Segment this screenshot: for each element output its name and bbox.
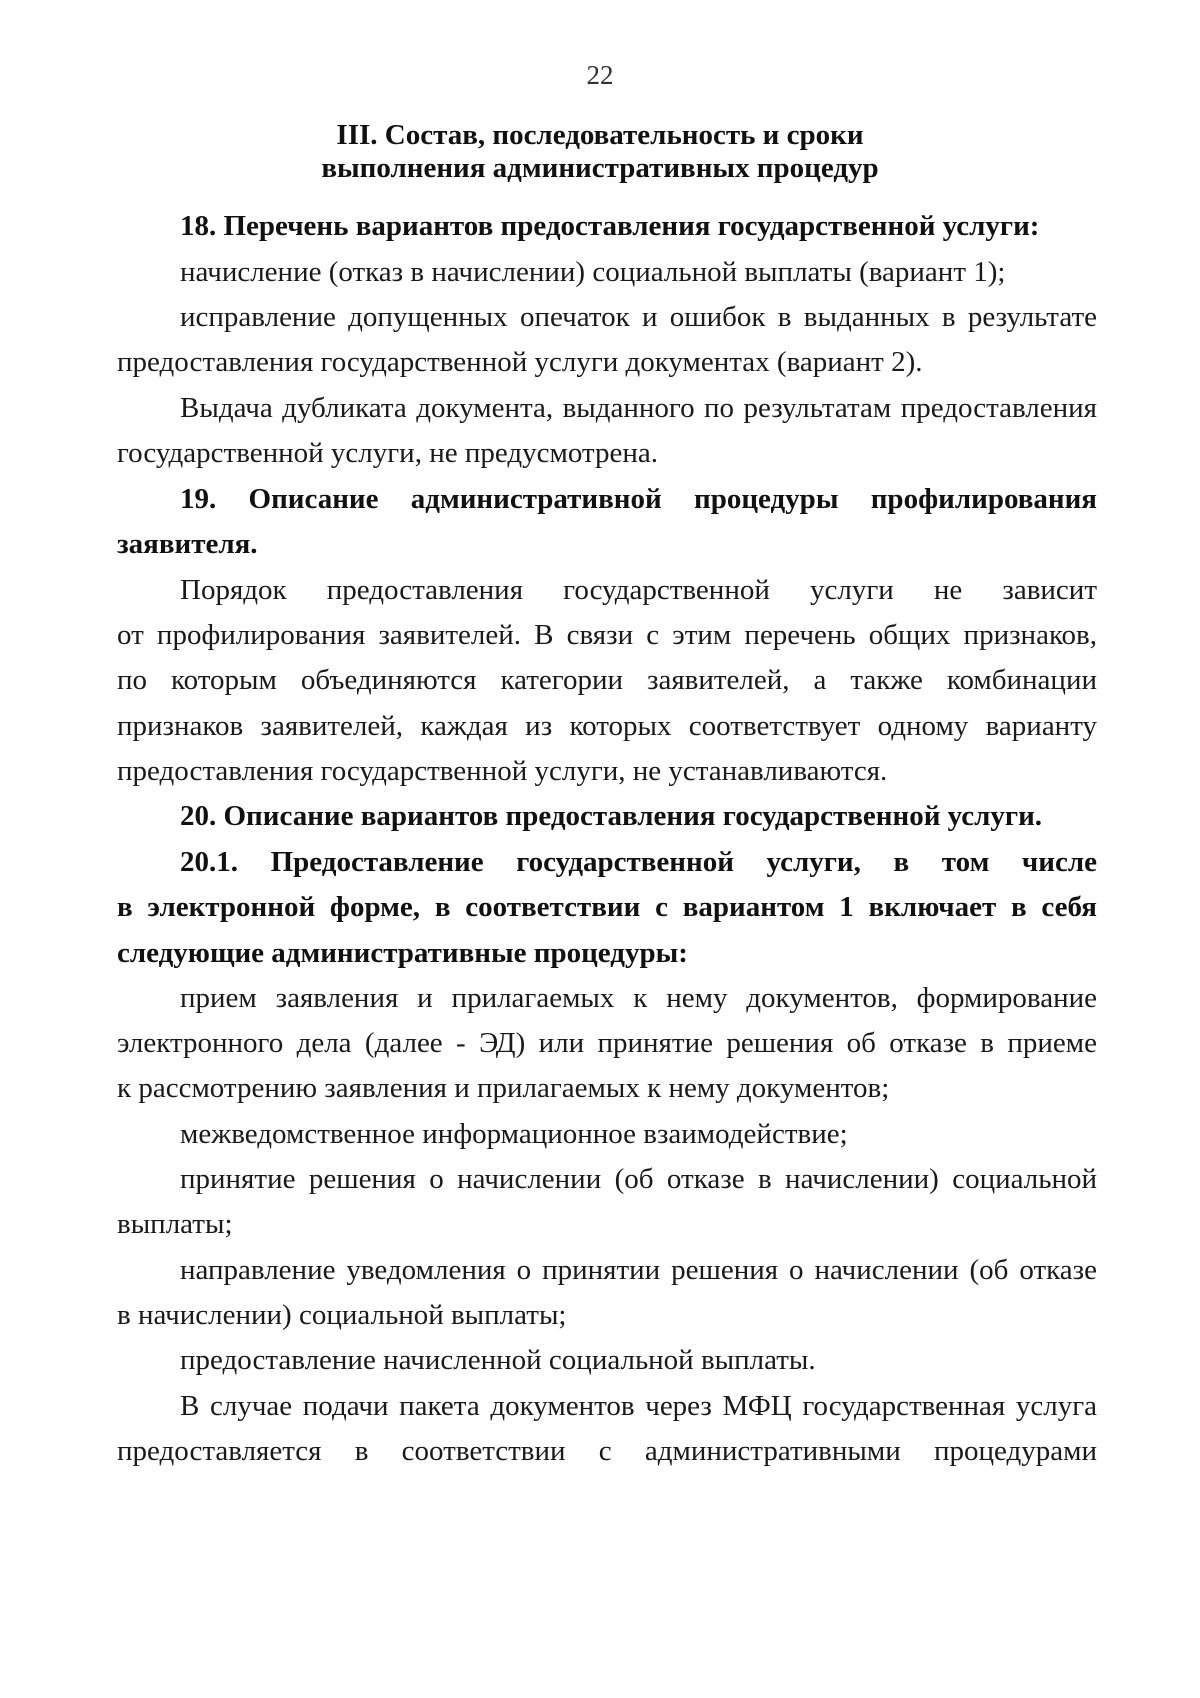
heading-item-20: 20. Описание вариантов предоставления государственной услуги. — [180, 800, 1043, 832]
page-number: 22 — [586, 60, 614, 90]
paragraph-line: предоставления государственной услуги, не устанавливаются. — [117, 755, 888, 787]
paragraph-line: Порядок предоставления государственной услуги не зависит — [180, 574, 1097, 606]
paragraph-line: в начислении) социальной выплаты; — [117, 1299, 567, 1331]
paragraph-line: от профилирования заявителей. В связи с этим перечень общих признаков, — [117, 619, 1097, 651]
paragraph-line: государственной услуги, не предусмотрена. — [117, 437, 658, 469]
heading-item-20-1-continued: в электронной форме, в соответствии с вариантом 1 включает в себя — [117, 891, 1097, 923]
paragraph-line: В случае подачи пакета документов через МФЦ государственная услуга — [180, 1390, 1097, 1422]
paragraph-line: исправление допущенных опечаток и ошибок в выданных в результате — [180, 301, 1097, 333]
paragraph-line: предоставляется в соответствии с административными процедурами — [117, 1435, 1097, 1467]
section-title-line-2: выполнения административных процедур — [321, 152, 879, 184]
paragraph-line: выплаты; — [117, 1208, 233, 1240]
paragraph-line: электронного дела (далее - ЭД) или принятие решения об отказе в приеме — [117, 1027, 1097, 1059]
paragraph-line: к рассмотрению заявления и прилагаемых к нему документов; — [117, 1072, 890, 1104]
paragraph-line: направление уведомления о принятии решения о начислении (об отказе — [180, 1254, 1097, 1286]
paragraph-line: признаков заявителей, каждая из которых соответствует одному варианту — [117, 710, 1097, 742]
paragraph-line: начисление (отказ в начислении) социальной выплаты (вариант 1); — [180, 256, 1006, 288]
heading-item-20-1-continued: следующие административные процедуры: — [117, 937, 688, 969]
paragraph-line: прием заявления и прилагаемых к нему документов, формирование — [180, 982, 1097, 1014]
paragraph-line: предоставление начисленной социальной выплаты. — [180, 1344, 816, 1376]
paragraph-line: по которым объединяются категории заявителей, а также комбинации — [117, 664, 1097, 696]
paragraph-line: принятие решения о начислении (об отказе в начислении) социальной — [180, 1163, 1097, 1195]
heading-item-18: 18. Перечень вариантов предоставления государственной услуги: — [180, 210, 1040, 242]
paragraph-line: предоставления государственной услуги документах (вариант 2). — [117, 346, 923, 378]
section-title-line-1: III. Состав, последовательность и сроки — [336, 119, 864, 151]
heading-item-19: 19. Описание административной процедуры профилирования — [180, 483, 1097, 515]
heading-item-19-continued: заявителя. — [117, 528, 258, 560]
heading-item-20-1: 20.1. Предоставление государственной услуги, в том числе — [180, 846, 1097, 878]
paragraph-line: межведомственное информационное взаимодействие; — [180, 1118, 848, 1150]
paragraph-line: Выдача дубликата документа, выданного по результатам предоставления — [180, 392, 1097, 424]
